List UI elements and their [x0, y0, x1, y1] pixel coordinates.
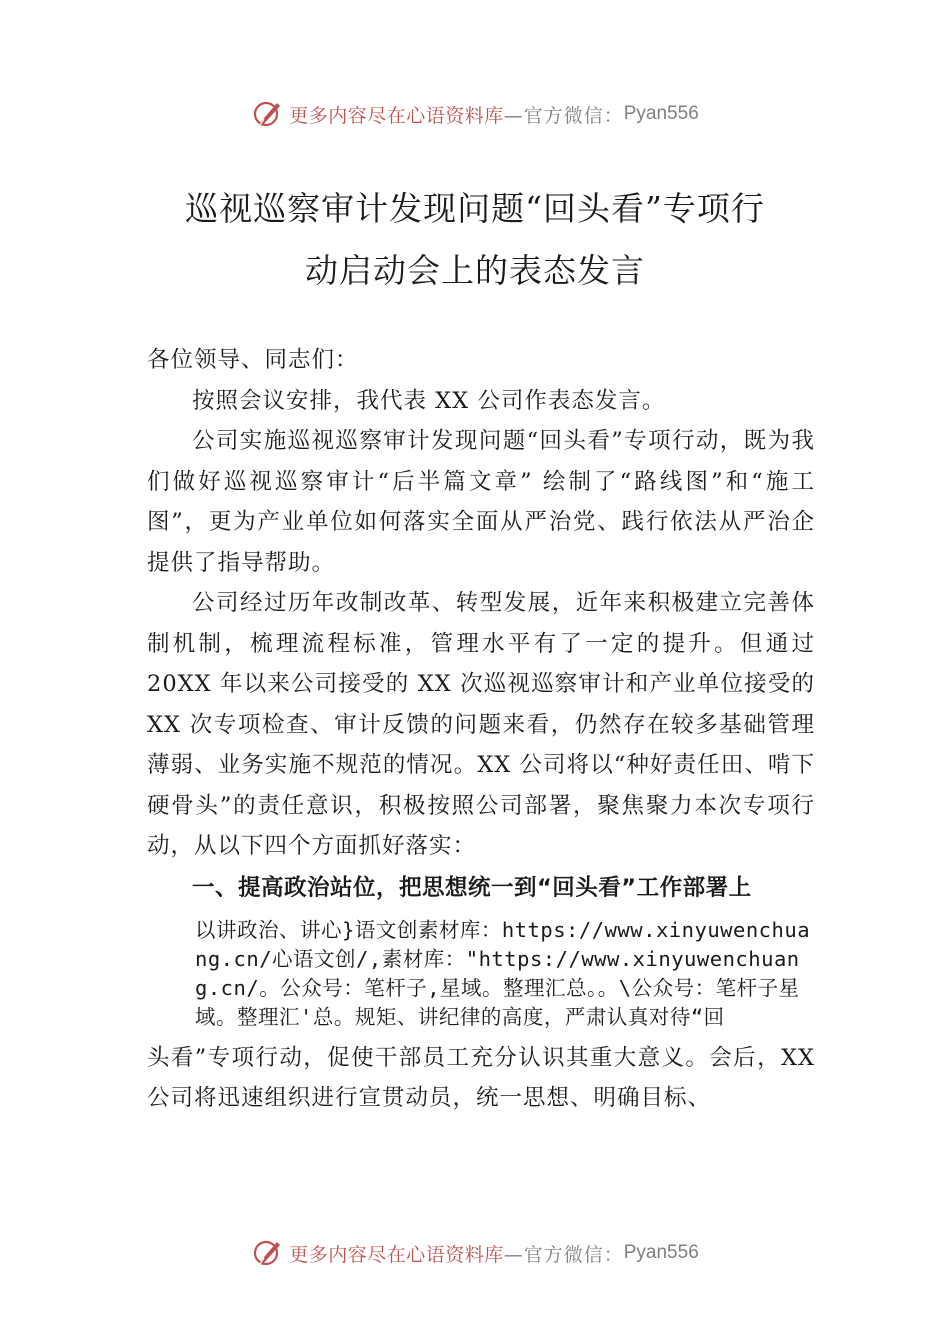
- banner-sub-text: —官方微信：: [503, 104, 624, 127]
- section-heading-1: 一、提高政治站位，把思想统一到“回头看”工作部署上: [192, 874, 752, 901]
- document-title: [130, 178, 820, 302]
- banner-main-text: 更多内容尽在心语资料库: [289, 104, 504, 127]
- inserted-promo-text: 以讲政治、讲心}语文创素材库：https://www.xinyuwenchuang.cn/心语文创/,素材库："https://www.xinyuwenchuang.cn/。公众号：笔杆子,星域。整理汇总。。\公众号：笔杆子星域。整理汇'总。规矩、讲纪律的高度，严肃认真对待“回: [195, 917, 811, 1029]
- paragraph-2: 公司实施巡视巡察审计发现问题“回头看”专项行动，既为我们做好巡视巡察审计“后半篇文章” 绘制了“路线图”和“施工图”，更为产业单位如何落实全面从严治党、践行依法从严治企提供了指导帮助。: [147, 428, 815, 576]
- salutation: 各位领导、同志们：: [147, 347, 359, 373]
- quill-logo-icon: [251, 97, 285, 131]
- banner-wechat-handle: Pyan556: [623, 1242, 699, 1263]
- title-line-2: 动启动会上的表态发言: [305, 251, 645, 290]
- banner-sub-text: —官方微信：: [503, 1243, 624, 1266]
- quill-logo-icon: [251, 1236, 285, 1270]
- paragraph-1: 按照会议安排，我代表 XX 公司作表态发言。: [192, 387, 666, 414]
- banner-main-text: 更多内容尽在心语资料库: [289, 1243, 504, 1266]
- footer-watermark-banner: [0, 1233, 950, 1273]
- paragraph-3: 公司经过历年改制改革、转型发展，近年来积极建立完善体制机制，梳理流程标准，管理水平有了一定的提升。但通过 20XX 年以来公司接受的 XX 次巡视巡察审计和产业单位接受的 XX 次专项检查、审计反馈的问题来看，仍然存在较多基础管理薄弱、业务实施不规范的情况。XX 公司将以“种好责任田、啃下硬骨头”的责任意识，积极按照公司部署，聚焦聚力本次专项行动，从以下四个方面抓好落实：: [147, 590, 815, 859]
- paragraph-continuation: 头看”专项行动，促使干部员工充分认识其重大意义。会后，XX 公司将迅速组织进行宣贯动员，统一思想、明确目标、: [147, 1044, 815, 1111]
- document-body: [147, 340, 815, 1119]
- title-line-1: 巡视巡察审计发现问题“回头看”专项行: [185, 189, 765, 228]
- header-watermark-banner: [0, 94, 950, 134]
- banner-wechat-handle: Pyan556: [623, 103, 699, 124]
